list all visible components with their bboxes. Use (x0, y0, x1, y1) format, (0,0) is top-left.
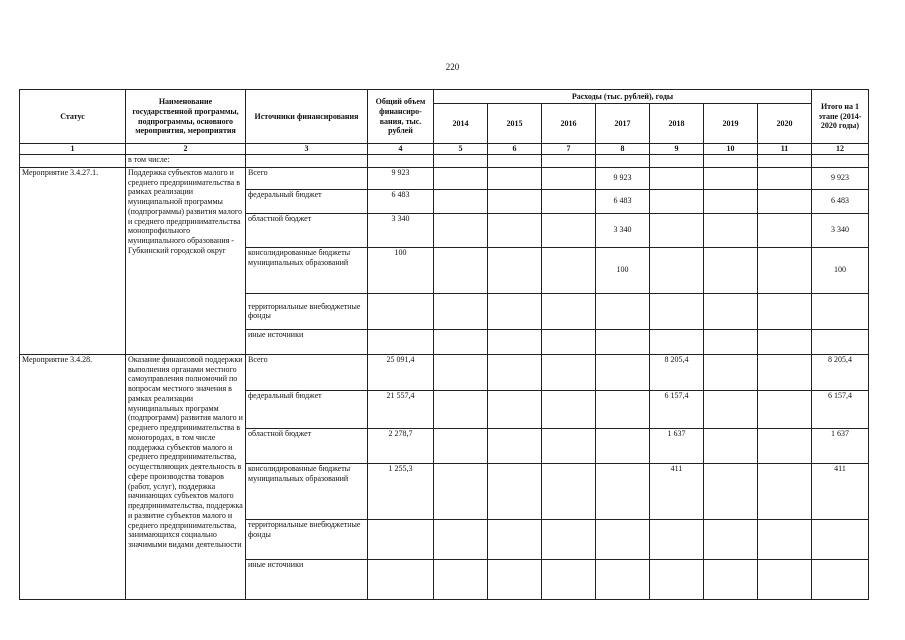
column-number: 8 (596, 144, 650, 155)
column-number: 9 (650, 144, 704, 155)
stage-total-cell: 6 157,4 (812, 390, 869, 428)
source-cell: консолидированные бюджеты муниципальных образований (246, 247, 368, 293)
header-year: 2014 (434, 104, 488, 144)
year-2017-cell: 9 923 (596, 167, 650, 189)
year-2017-cell: 3 340 (596, 213, 650, 247)
total-cell: 9 923 (368, 167, 434, 189)
column-number: 1 (20, 144, 126, 155)
stage-total-cell (812, 519, 869, 559)
header-year: 2020 (758, 104, 812, 144)
header-year: 2015 (488, 104, 542, 144)
table-row (20, 354, 869, 390)
year-2018-cell: 411 (650, 463, 704, 519)
stage-total-cell: 1 637 (812, 428, 869, 463)
source-cell: территориальные внебюджетные фонды (246, 519, 368, 559)
year-2018-cell: 6 157,4 (650, 390, 704, 428)
measure-name-cell: Поддержка субъектов малого и среднего предпринимательства в рамках реализации муниципальной программы (подпрограммы) развития малого и среднего предпринимательства монопрофильного муниципального образования - Губкинский городской округ (126, 167, 246, 354)
column-number: 2 (126, 144, 246, 155)
source-cell: Всего (246, 354, 368, 390)
including-row (20, 154, 869, 167)
source-cell: федеральный бюджет (246, 189, 368, 213)
header-expenses: Расходы (тыс. рублей), годы (434, 90, 812, 104)
column-number: 6 (488, 144, 542, 155)
page-number: 220 (445, 62, 460, 72)
column-number: 11 (758, 144, 812, 155)
source-cell: иные источники (246, 329, 368, 354)
source-cell: Всего (246, 167, 368, 189)
stage-total-cell (812, 293, 869, 329)
year-2018-cell (650, 293, 704, 329)
header-stage-total: Итого на 1 этапе (2014-2020 годы) (812, 90, 869, 144)
including-label: в том числе: (126, 154, 246, 167)
year-2018-cell (650, 519, 704, 559)
header-sources: Источники финансирования (246, 90, 368, 144)
stage-total-cell: 6 483 (812, 189, 869, 213)
total-cell: 21 557,4 (368, 390, 434, 428)
source-cell: областной бюджет (246, 428, 368, 463)
stage-total-cell: 411 (812, 463, 869, 519)
source-cell: консолидированные бюджеты муниципальных образований (246, 463, 368, 519)
total-cell (368, 519, 434, 559)
header-name: Наименование государственной программы, подпрограммы, основного мероприятия, мероприятия (126, 90, 246, 144)
table-row (20, 167, 869, 189)
year-2018-cell (650, 329, 704, 354)
year-2018-cell (650, 559, 704, 599)
column-number: 7 (542, 144, 596, 155)
source-cell: областной бюджет (246, 213, 368, 247)
column-number: 10 (704, 144, 758, 155)
column-number: 5 (434, 144, 488, 155)
year-2017-cell (596, 519, 650, 559)
budget-table (19, 89, 869, 600)
total-cell: 3 340 (368, 213, 434, 247)
year-2017-cell (596, 293, 650, 329)
stage-total-cell: 9 923 (812, 167, 869, 189)
year-2017-cell (596, 354, 650, 390)
year-2018-cell: 1 637 (650, 428, 704, 463)
status-cell: Мероприятие 3.4.27.1. (20, 167, 126, 354)
header-year: 2019 (704, 104, 758, 144)
source-cell: федеральный бюджет (246, 390, 368, 428)
stage-total-cell: 3 340 (812, 213, 869, 247)
total-cell: 6 483 (368, 189, 434, 213)
total-cell (368, 329, 434, 354)
year-2018-cell (650, 247, 704, 293)
year-2017-cell: 6 483 (596, 189, 650, 213)
stage-total-cell (812, 559, 869, 599)
header-status: Статус (20, 90, 126, 144)
stage-total-cell (812, 329, 869, 354)
column-number-row (20, 144, 869, 155)
source-cell: иные источники (246, 559, 368, 599)
total-cell: 25 091,4 (368, 354, 434, 390)
year-2017-cell (596, 329, 650, 354)
column-number: 3 (246, 144, 368, 155)
total-cell (368, 293, 434, 329)
column-number: 12 (812, 144, 869, 155)
year-2018-cell: 8 205,4 (650, 354, 704, 390)
total-cell: 100 (368, 247, 434, 293)
year-2017-cell (596, 428, 650, 463)
year-2018-cell (650, 213, 704, 247)
total-cell (368, 559, 434, 599)
column-number: 4 (368, 144, 434, 155)
year-2017-cell: 100 (596, 247, 650, 293)
year-2017-cell (596, 463, 650, 519)
year-2018-cell (650, 189, 704, 213)
header-year: 2016 (542, 104, 596, 144)
stage-total-cell: 8 205,4 (812, 354, 869, 390)
total-cell: 1 255,3 (368, 463, 434, 519)
measure-name-cell: Оказание финансовой поддержки выполнения органами местного самоуправления полномочий по вопросам местного значения в рамках реализации муниципальных программ (подпрограмм) развития малого и среднего предпринимательства в моногородах, в том числе поддержка субъектов малого и среднего предпринимательства, осуществляющих деятельность в сфере производства товаров (работ, услуг), поддержка начинающих субъектов малого предпринимательства, поддержка и развитие субъектов малого и среднего предпринимательства, занимающихся социально значимыми видами деятельности (126, 354, 246, 599)
header-year: 2017 (596, 104, 650, 144)
year-2017-cell (596, 390, 650, 428)
stage-total-cell: 100 (812, 247, 869, 293)
year-2017-cell (596, 559, 650, 599)
total-cell: 2 278,7 (368, 428, 434, 463)
header-year: 2018 (650, 104, 704, 144)
year-2018-cell (650, 167, 704, 189)
source-cell: территориальные внебюджетные фонды (246, 293, 368, 329)
header-total: Общий объем финансиро-вания, тыс. рублей (368, 90, 434, 144)
status-cell: Мероприятие 3.4.28. (20, 354, 126, 599)
